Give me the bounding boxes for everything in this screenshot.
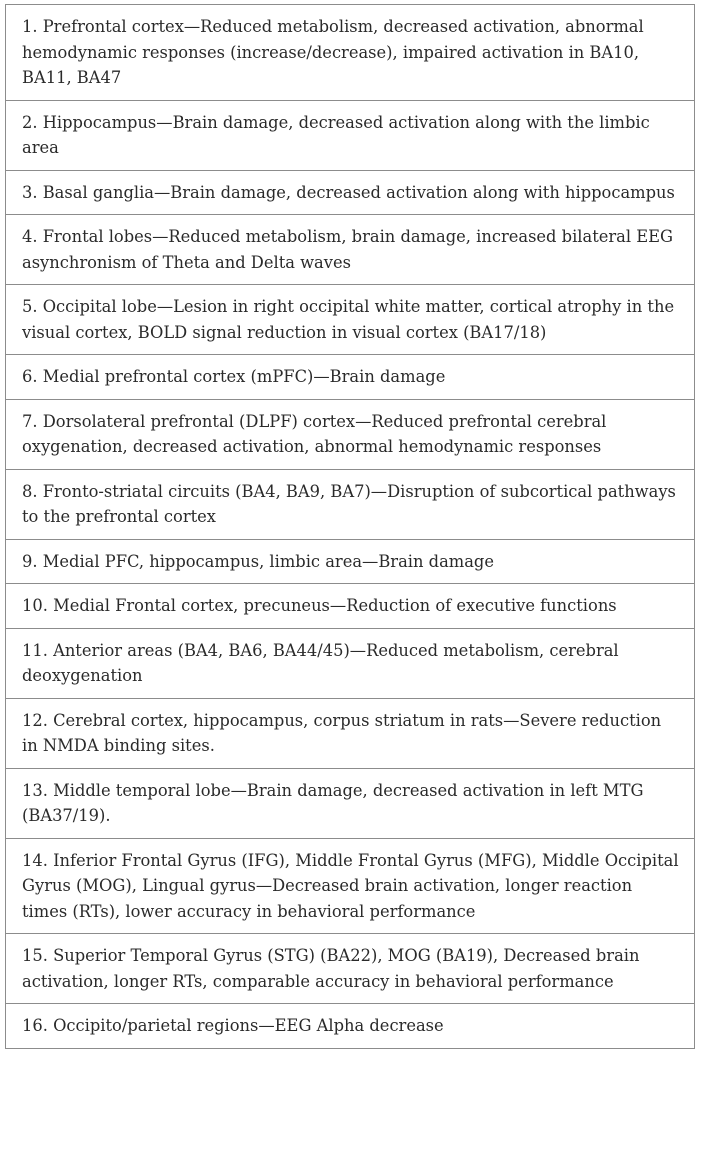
table-cell: 16. Occipito/parietal regions—EEG Alpha decrease [6, 1004, 695, 1049]
table-cell: 9. Medial PFC, hippocampus, limbic area—Brain damage [6, 539, 695, 584]
table-row [6, 399, 695, 469]
table-row [6, 628, 695, 698]
table-row [6, 285, 695, 355]
table-row [6, 934, 695, 1004]
table-row [6, 768, 695, 838]
table-row [6, 469, 695, 539]
table-cell: 5. Occipital lobe—Lesion in right occipital white matter, cortical atrophy in the visual cortex, BOLD signal reduction in visual cortex (BA17/18) [6, 285, 695, 355]
table-cell: 4. Frontal lobes—Reduced metabolism, brain damage, increased bilateral EEG asynchronism of Theta and Delta waves [6, 215, 695, 285]
table-row [6, 584, 695, 629]
table-cell: 14. Inferior Frontal Gyrus (IFG), Middle Frontal Gyrus (MFG), Middle Occipital Gyrus (MOG), Lingual gyrus—Decreased brain activation, longer reaction times (RTs), lower accuracy in behavioral performance [6, 838, 695, 934]
table-row [6, 100, 695, 170]
table-row [6, 215, 695, 285]
table-cell: 11. Anterior areas (BA4, BA6, BA44/45)—Reduced metabolism, cerebral deoxygenation [6, 628, 695, 698]
table-cell: 10. Medial Frontal cortex, precuneus—Reduction of executive functions [6, 584, 695, 629]
table-cell: 6. Medial prefrontal cortex (mPFC)—Brain damage [6, 355, 695, 400]
table-cell: 15. Superior Temporal Gyrus (STG) (BA22), MOG (BA19), Decreased brain activation, longer RTs, comparable accuracy in behavioral performance [6, 934, 695, 1004]
findings-table [5, 4, 695, 1049]
table-cell: 13. Middle temporal lobe—Brain damage, decreased activation in left MTG (BA37/19). [6, 768, 695, 838]
table-cell: 12. Cerebral cortex, hippocampus, corpus striatum in rats—Severe reduction in NMDA binding sites. [6, 698, 695, 768]
table-row [6, 5, 695, 101]
table-cell: 3. Basal ganglia—Brain damage, decreased activation along with hippocampus [6, 170, 695, 215]
table-row [6, 1004, 695, 1049]
findings-table-body [6, 5, 695, 1049]
table-row [6, 170, 695, 215]
table-row [6, 698, 695, 768]
table-cell: 2. Hippocampus—Brain damage, decreased activation along with the limbic area [6, 100, 695, 170]
table-cell: 1. Prefrontal cortex—Reduced metabolism, decreased activation, abnormal hemodynamic responses (increase/decrease), impaired activation in BA10, BA11, BA47 [6, 5, 695, 101]
table-row [6, 838, 695, 934]
table-cell: 7. Dorsolateral prefrontal (DLPF) cortex—Reduced prefrontal cerebral oxygenation, decreased activation, abnormal hemodynamic responses [6, 399, 695, 469]
table-row [6, 355, 695, 400]
table-row [6, 539, 695, 584]
table-cell: 8. Fronto-striatal circuits (BA4, BA9, BA7)—Disruption of subcortical pathways to the prefrontal cortex [6, 469, 695, 539]
